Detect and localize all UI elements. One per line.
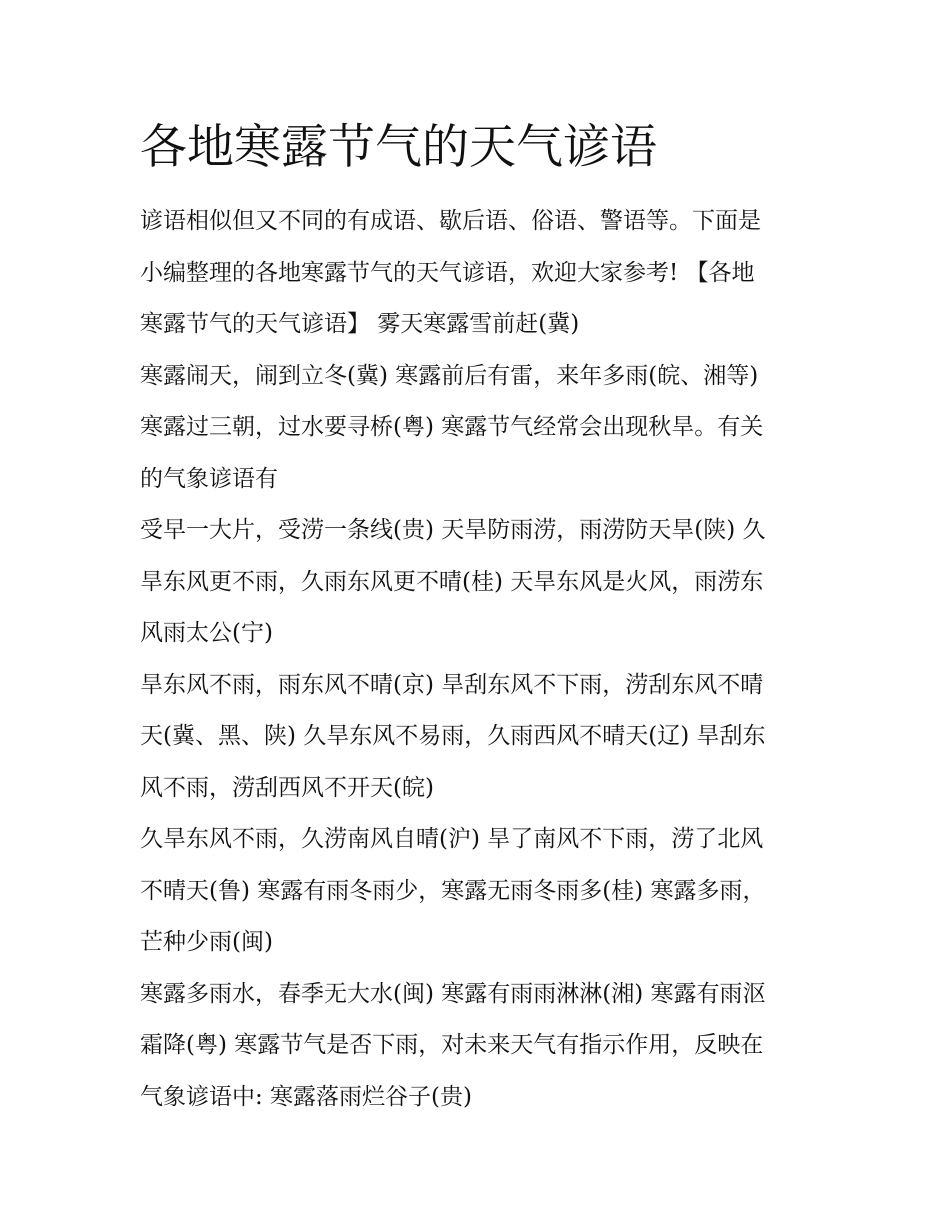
text-line: 寒露多雨水，春季无大水(闽) 寒露有雨雨淋淋(湘) 寒露有雨沤 <box>140 980 766 1007</box>
text-line: 谚语相似但又不同的有成语、歇后语、俗语、警语等。下面是 <box>140 208 761 234</box>
text-line: 风不雨，涝刮西风不开天(皖) <box>140 774 434 801</box>
text-line: 寒露节气的天气谚语】 雾天寒露雪前赶(冀) <box>140 311 580 337</box>
text-line: 旱东风不雨，雨东风不晴(京) 旱刮东风不下雨，涝刮东风不晴 <box>140 671 764 698</box>
text-line: 芒种少雨(闽) <box>140 929 273 955</box>
text-line: 久旱东风不雨，久涝南风自晴(沪) 旱了南风不下雨，涝了北风 <box>140 826 764 852</box>
document-title: 各地寒露节气的天气谚语 <box>140 120 657 175</box>
text-line: 霜降(粤) 寒露节气是否下雨，对未来天气有指示作用，反映在 <box>140 1032 764 1058</box>
text-line: 的气象谚语有 <box>140 465 278 492</box>
text-line: 气象谚语中: 寒露落雨烂谷子(贵) <box>140 1083 473 1110</box>
text-line: 不晴天(鲁) 寒露有雨冬雨少，寒露无雨冬雨多(桂) 寒露多雨， <box>140 877 766 904</box>
text-line: 小编整理的各地寒露节气的天气谚语，欢迎大家参考! 【各地 <box>140 259 755 286</box>
document-body <box>140 196 820 1123</box>
text-line: 风雨太公(宁) <box>140 620 273 646</box>
text-line: 天(冀、黑、陕) 久旱东风不易雨，久雨西风不晴天(辽) 旱刮东 <box>140 723 766 749</box>
text-line: 寒露过三朝，过水要寻桥(粤) 寒露节气经常会出现秋旱。有关 <box>140 414 764 440</box>
text-line: 旱东风更不雨，久雨东风更不晴(桂) 天旱东风是火风，雨涝东 <box>140 568 764 595</box>
text-line: 寒露闹天，闹到立冬(冀) 寒露前后有雷，来年多雨(皖、湘等) <box>140 362 759 389</box>
text-line: 受早一大片，受涝一条线(贵) 天旱防雨涝，雨涝防天旱(陕) 久 <box>140 517 766 543</box>
